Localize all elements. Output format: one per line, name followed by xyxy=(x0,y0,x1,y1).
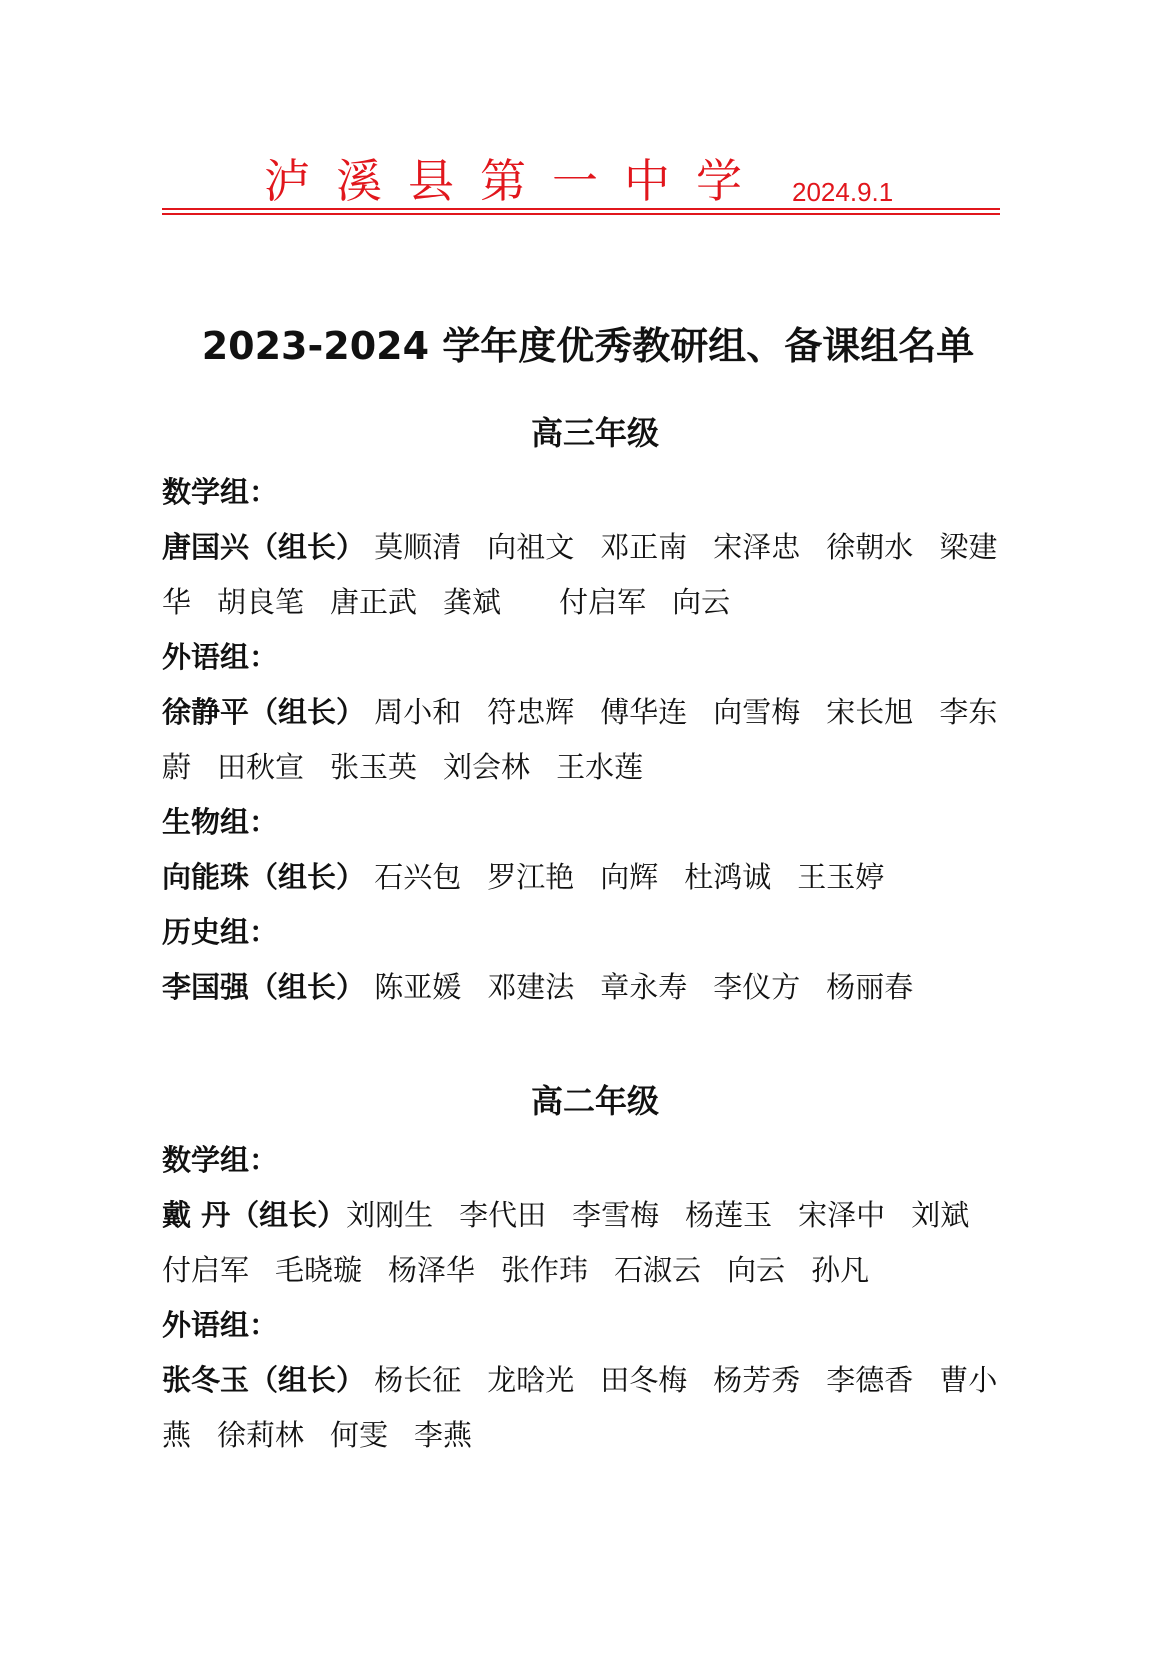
letterhead xyxy=(162,155,1000,215)
member-name: 刘斌 xyxy=(911,1198,970,1232)
member-name: 李仪方 xyxy=(713,970,801,1004)
member-name: 宋泽中 xyxy=(798,1198,886,1232)
member-name: 王玉婷 xyxy=(797,860,885,894)
group-label: 外语组： xyxy=(162,1308,279,1342)
member-list xyxy=(162,850,1014,905)
member-list xyxy=(162,685,1014,795)
member-name: 徐莉林 xyxy=(217,1418,305,1452)
group-leader: 向能珠（组长） xyxy=(162,860,366,894)
member-name: 莫顺清 xyxy=(374,530,462,564)
member-name: 周小和 xyxy=(374,695,462,729)
member-name: 李德香 xyxy=(826,1363,914,1397)
member-name: 杨丽春 xyxy=(826,970,914,1004)
member-name: 李雪梅 xyxy=(572,1198,660,1232)
member-name: 张玉英 xyxy=(330,750,418,784)
member-name: 刘会林 xyxy=(443,750,531,784)
member-name: 李代田 xyxy=(459,1198,547,1232)
letterhead-rule-thin xyxy=(162,213,1000,215)
group-label: 外语组： xyxy=(162,640,279,674)
member-list xyxy=(162,1353,1014,1463)
group-leader: 李国强（组长） xyxy=(162,970,366,1004)
issue-date: 2024.9.1 xyxy=(792,177,894,207)
member-name: 田冬梅 xyxy=(600,1363,688,1397)
member-name: 章永寿 xyxy=(600,970,688,1004)
group-label: 生物组： xyxy=(162,805,279,839)
group-label: 历史组： xyxy=(162,915,279,949)
member-name: 杨泽华 xyxy=(388,1253,476,1287)
grade-section-senior-2 xyxy=(162,1081,1014,1463)
grade-section-senior-3 xyxy=(162,413,1014,1015)
member-name: 徐朝水 xyxy=(826,530,914,564)
member-name: 杨莲玉 xyxy=(685,1198,773,1232)
grade-heading: 高三年级 xyxy=(530,414,659,452)
member-name: 向云 xyxy=(727,1253,786,1287)
member-name: 胡良笔 xyxy=(217,585,305,619)
letterhead-rule-thick xyxy=(162,208,1000,210)
member-name: 杨芳秀 xyxy=(713,1363,801,1397)
member-name: 付启军 xyxy=(162,1253,250,1287)
member-name: 龙晗光 xyxy=(487,1363,575,1397)
member-name: 张作玮 xyxy=(501,1253,589,1287)
member-name: 杜鸿诚 xyxy=(684,860,772,894)
member-name: 傅华连 xyxy=(600,695,688,729)
group-leader: 唐国兴（组长） xyxy=(162,530,366,564)
member-name: 刘刚生 xyxy=(346,1198,434,1232)
member-name: 何雯 xyxy=(330,1418,389,1452)
group-leader: 张冬玉（组长） xyxy=(162,1363,366,1397)
member-name: 陈亚媛 xyxy=(374,970,462,1004)
school-name: 泸溪县第一中学 xyxy=(264,154,768,208)
member-name: 符忠辉 xyxy=(487,695,575,729)
member-name: 付启军 xyxy=(559,585,647,619)
group-leader: 戴 丹（组长） xyxy=(162,1198,347,1232)
member-name: 向祖文 xyxy=(487,530,575,564)
member-name: 毛晓璇 xyxy=(275,1253,363,1287)
member-name: 王水莲 xyxy=(556,750,644,784)
member-name: 田秋宣 xyxy=(217,750,305,784)
member-name: 梁建华 xyxy=(162,530,998,619)
member-name: 邓建法 xyxy=(487,970,575,1004)
member-name: 向云 xyxy=(672,585,731,619)
member-name: 石淑云 xyxy=(614,1253,702,1287)
member-name: 杨长征 xyxy=(374,1363,462,1397)
group-leader: 徐静平（组长） xyxy=(162,695,366,729)
member-name: 石兴包 xyxy=(374,860,462,894)
member-name: 罗江艳 xyxy=(487,860,575,894)
group-label: 数学组： xyxy=(162,475,279,509)
member-name: 宋长旭 xyxy=(826,695,914,729)
member-list xyxy=(162,960,1014,1015)
member-name: 李东蔚 xyxy=(162,695,998,784)
member-list xyxy=(162,1188,1014,1298)
member-name: 孙凡 xyxy=(811,1253,870,1287)
member-name: 邓正南 xyxy=(600,530,688,564)
member-name: 李燕 xyxy=(414,1418,473,1452)
member-name: 龚斌 xyxy=(443,585,502,619)
member-name: 宋泽忠 xyxy=(713,530,801,564)
member-name: 唐正武 xyxy=(330,585,418,619)
document-title: 2023-2024 学年度优秀教研组、备课组名单 xyxy=(201,324,975,368)
member-name: 向辉 xyxy=(600,860,659,894)
grade-heading: 高二年级 xyxy=(530,1082,659,1120)
group-label: 数学组： xyxy=(162,1143,279,1177)
member-list xyxy=(162,520,1014,630)
member-name: 向雪梅 xyxy=(713,695,801,729)
member-name: 曹小燕 xyxy=(162,1363,998,1452)
